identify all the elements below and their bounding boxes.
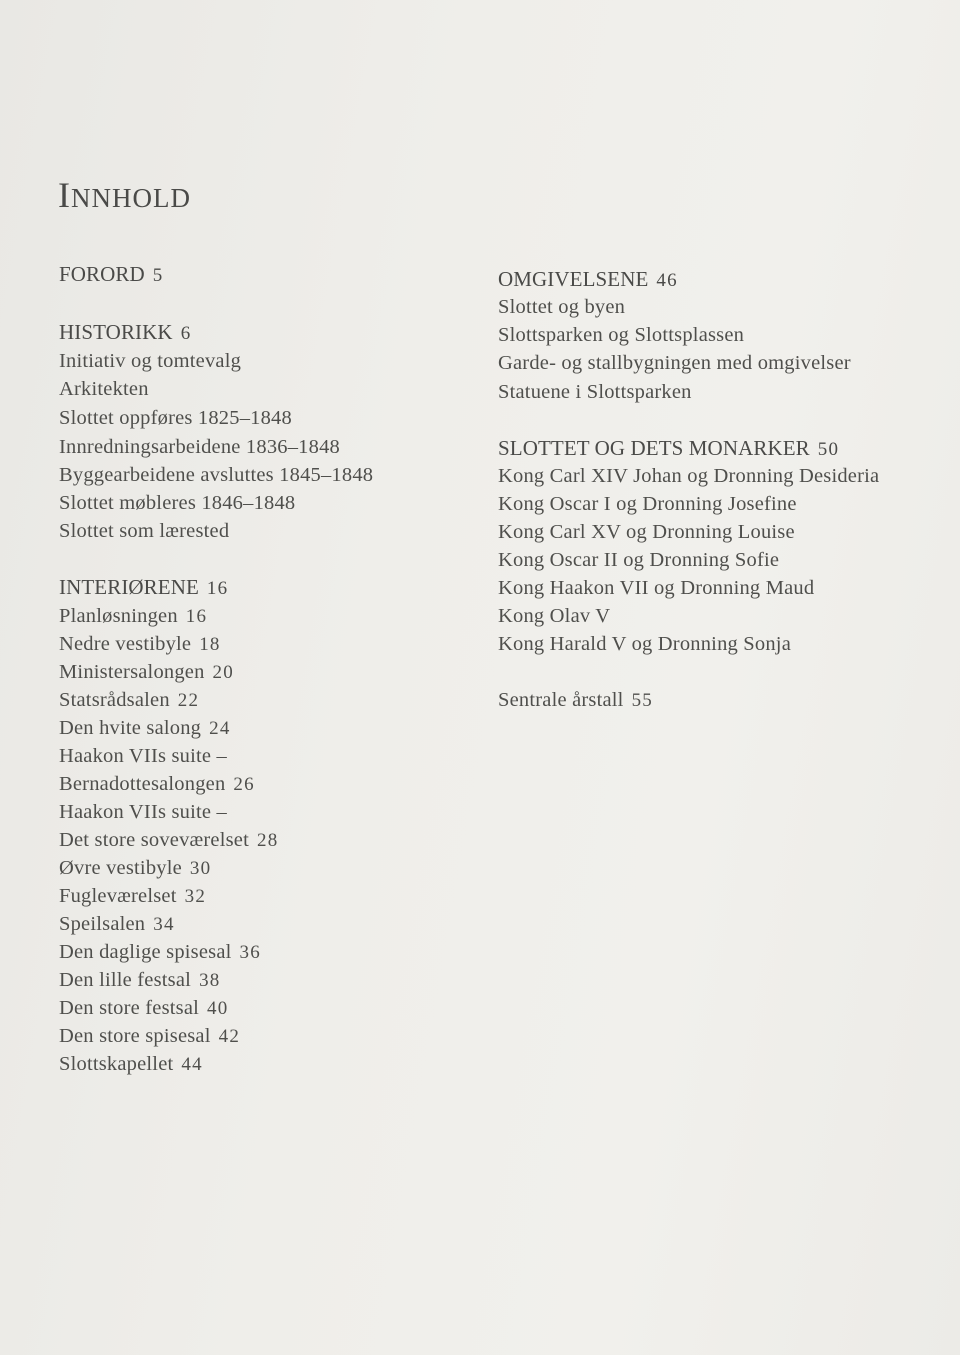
entry-text: Planløsningen: [59, 605, 178, 627]
entry-page: 28: [257, 830, 279, 851]
entry-text: Slottskapellet: [59, 1053, 174, 1075]
entry-page: 38: [199, 970, 221, 991]
toc-entry[interactable]: Kong Harald V og Dronning Sonja: [498, 633, 791, 655]
entry-page: 32: [184, 886, 207, 907]
section-label: SLOTTET OG DETS MONARKER: [498, 436, 810, 460]
toc-entry[interactable]: Kong Oscar II og Dronning Sofie: [498, 549, 780, 571]
toc-entry[interactable]: Slottet som lærested: [59, 520, 230, 542]
toc-entry[interactable]: [59, 772, 255, 797]
toc-entry[interactable]: [59, 632, 221, 657]
entry-page: 18: [199, 634, 221, 655]
toc-entry[interactable]: Garde- og stallbygningen med omgivelser: [498, 352, 851, 374]
toc-entry[interactable]: [59, 940, 261, 965]
section-label: OMGIVELSENE: [498, 267, 649, 291]
toc-entry[interactable]: [59, 660, 234, 685]
toc-entry[interactable]: [59, 968, 220, 993]
entry-text: Det store soveværelset: [59, 829, 249, 851]
entry-text: Den hvite salong: [59, 717, 202, 739]
entry-text: Den lille festsal: [59, 969, 192, 991]
toc-entry[interactable]: Kong Olav V: [498, 605, 611, 627]
toc-entry[interactable]: [59, 604, 207, 629]
title-rest: NNHOLD: [71, 183, 191, 213]
toc-entry[interactable]: [59, 884, 206, 909]
toc-entry[interactable]: Innredningsarbeidene 1836–1848: [59, 436, 340, 458]
entry-text: Den store festsal: [59, 997, 200, 1019]
toc-entry[interactable]: Kong Carl XIV Johan og Dronning Desideria: [498, 465, 880, 487]
toc-section-monarker[interactable]: [498, 436, 839, 462]
toc-entry[interactable]: Kong Carl XV og Dronning Louise: [498, 521, 795, 543]
toc-section-forord[interactable]: [59, 262, 164, 288]
toc-entry[interactable]: Kong Oscar I og Dronning Josefine: [498, 493, 797, 515]
section-page: 16: [206, 578, 229, 599]
entry-text: Øvre vestibyle: [59, 857, 182, 879]
section-page: 46: [656, 270, 678, 291]
entry-page: 16: [185, 606, 208, 627]
entry-page: 20: [212, 662, 234, 683]
entry-text: Haakon VIIs suite –: [59, 745, 227, 767]
toc-entry[interactable]: [59, 828, 278, 853]
toc-entry[interactable]: [59, 1052, 203, 1077]
toc-entry[interactable]: [59, 996, 228, 1021]
toc-entry[interactable]: Statuene i Slottsparken: [498, 381, 692, 403]
title-initial: I: [58, 175, 71, 215]
entry-text: Sentrale årstall: [498, 689, 624, 711]
section-page: 6: [180, 323, 192, 344]
entry-text: Den daglige spisesal: [59, 941, 232, 963]
section-page: 50: [817, 439, 840, 460]
toc-entry[interactable]: [59, 744, 227, 768]
toc-entry[interactable]: [59, 800, 227, 824]
entry-text: Haakon VIIs suite –: [59, 801, 227, 823]
toc-entry[interactable]: Slottsparken og Slottsplassen: [498, 324, 745, 346]
entry-page: 30: [189, 858, 212, 879]
toc-entry[interactable]: Slottet oppføres 1825–1848: [59, 407, 292, 429]
toc-entry[interactable]: Slottet og byen: [498, 296, 626, 318]
entry-page: 36: [239, 942, 261, 963]
toc-entry[interactable]: Initiativ og tomtevalg: [59, 350, 242, 372]
toc-section-interiorene[interactable]: [59, 575, 228, 601]
page-title: [58, 174, 191, 216]
section-page: 5: [152, 265, 164, 286]
entry-page: 40: [207, 998, 229, 1019]
toc-section-omgivelsene[interactable]: [498, 267, 678, 293]
toc-entry[interactable]: [59, 716, 231, 741]
toc-section-historikk[interactable]: [59, 320, 191, 346]
toc-entry[interactable]: [59, 912, 175, 937]
entry-text: Bernadottesalongen: [59, 773, 226, 795]
entry-text: Fugleværelset: [59, 885, 177, 907]
toc-entry[interactable]: [59, 688, 199, 713]
toc-entry[interactable]: Arkitekten: [59, 378, 149, 400]
toc-entry[interactable]: [59, 1024, 240, 1049]
toc-entry[interactable]: [59, 856, 211, 881]
entry-page: 26: [233, 774, 255, 795]
entry-page: 34: [153, 914, 175, 935]
entry-page: 42: [218, 1026, 241, 1047]
entry-page: 24: [209, 718, 231, 739]
section-label: FORORD: [59, 262, 145, 286]
toc-entry-arstall[interactable]: [498, 688, 653, 713]
section-label: HISTORIKK: [59, 320, 173, 344]
entry-page: 55: [631, 690, 653, 711]
toc-entry[interactable]: Kong Haakon VII og Dronning Maud: [498, 577, 815, 599]
toc-entry[interactable]: Slottet møbleres 1846–1848: [59, 492, 296, 514]
section-label: INTERIØRENE: [59, 575, 199, 599]
entry-text: Den store spisesal: [59, 1025, 211, 1047]
toc-entry[interactable]: Byggearbeidene avsluttes 1845–1848: [59, 464, 374, 486]
entry-text: Statsrådsalen: [59, 689, 170, 711]
entry-page: 22: [177, 690, 200, 711]
entry-text: Speilsalen: [59, 913, 146, 935]
entry-text: Ministersalongen: [59, 661, 205, 683]
entry-page: 44: [181, 1054, 203, 1075]
entry-text: Nedre vestibyle: [59, 633, 192, 655]
